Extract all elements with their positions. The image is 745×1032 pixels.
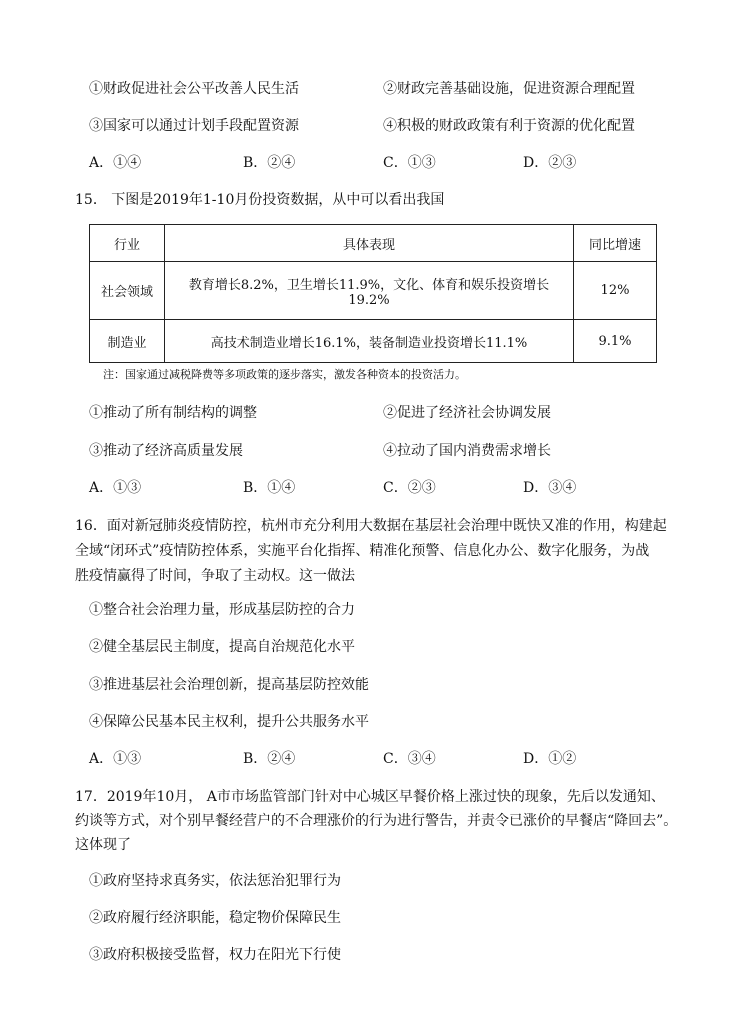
q16-stem-line2: 全域“闭环式”疫情防控体系，实施平台化指挥、精准化预警、信息化办公、数字化服务，为战 [75,543,650,559]
q14-statement-1: ①财政促进社会公平改善人民生活 [89,81,299,97]
header-details: 具体表现 [165,225,574,262]
q14-option-a: A．①④ [89,155,142,171]
q15-stem: 15． 下图是2019年1-10月份投资数据，从中可以看出我国 [75,192,445,208]
row-industry: 社会领域 [90,262,165,320]
q16-option-d: D．①② [523,751,577,767]
q17-statement-1: ①政府坚持求真务实，依法惩治犯罪行为 [89,873,341,889]
header-industry: 行业 [90,225,165,262]
q16-statement-4: ④保障公民基本民主权利，提升公共服务水平 [89,714,369,730]
table-header-row [90,225,657,262]
q15-statement-2: ②促进了经济社会协调发展 [383,405,551,421]
q14-statement-2: ②财政完善基础设施，促进资源合理配置 [383,81,635,97]
q17-statement-2: ②政府履行经济职能，稳定物价保障民生 [89,910,341,926]
q16-option-c: C．③④ [383,751,436,767]
row-industry: 制造业 [90,320,165,363]
q16-stem-line1: 16．面对新冠肺炎疫情防控，杭州市充分利用大数据在基层社会治理中既快又准的作用，构建起 [75,518,667,534]
table-note: 注：国家通过减税降费等多项政策的逐步落实，激发各种资本的投资活力。 [103,368,466,381]
q16-option-b: B．②④ [243,751,296,767]
row-growth: 12% [574,262,657,320]
q17-statement-3: ③政府积极接受监督，权力在阳光下行使 [89,947,341,963]
q14-statement-3: ③国家可以通过计划手段配置资源 [89,118,299,134]
row-details-line2: 19.2% [348,292,390,308]
q14-option-d: D．②③ [523,155,577,171]
q17-stem-line3: 这体现了 [75,837,131,853]
q15-option-a: A．①③ [89,480,142,496]
table-row [90,262,657,320]
q16-statement-1: ①整合社会治理力量，形成基层防控的合力 [89,602,355,618]
q16-option-a: A．①③ [89,751,142,767]
q15-statement-4: ④拉动了国内消费需求增长 [383,443,551,459]
investment-table [89,224,657,363]
row-details-line1: 教育增长8.2%，卫生增长11.9%，文化、体育和娱乐投资增长 [188,277,550,293]
q14-option-c: C．①③ [383,155,436,171]
q16-statement-3: ③推进基层社会治理创新，提高基层防控效能 [89,677,369,693]
q16-statement-2: ②健全基层民主制度，提高自治规范化水平 [89,639,355,655]
q14-statement-4: ④积极的财政政策有利于资源的优化配置 [383,118,635,134]
q14-option-b: B．②④ [243,155,296,171]
header-growth: 同比增速 [574,225,657,262]
q17-stem-line1: 17．2019年10月， A市市场监管部门针对中心城区早餐价格上涨过快的现象，先后以发通知、 [75,789,665,805]
q17-stem-line2: 约谈等方式，对个别早餐经营户的不合理涨价的行为进行警告，并责令已涨价的早餐店“降回去”。 [75,813,678,829]
q15-option-c: C．②③ [383,480,436,496]
q15-statement-1: ①推动了所有制结构的调整 [89,405,257,421]
q15-option-d: D．③④ [523,480,577,496]
q15-option-b: B．①④ [243,480,296,496]
q16-stem-line3: 胜疫情赢得了时间，争取了主动权。这一做法 [75,568,355,584]
row-details [165,262,574,320]
q15-statement-3: ③推动了经济高质量发展 [89,443,243,459]
row-details: 高技术制造业增长16.1%，装备制造业投资增长11.1% [165,320,574,363]
row-growth: 9.1% [574,320,657,363]
table-row [90,320,657,363]
